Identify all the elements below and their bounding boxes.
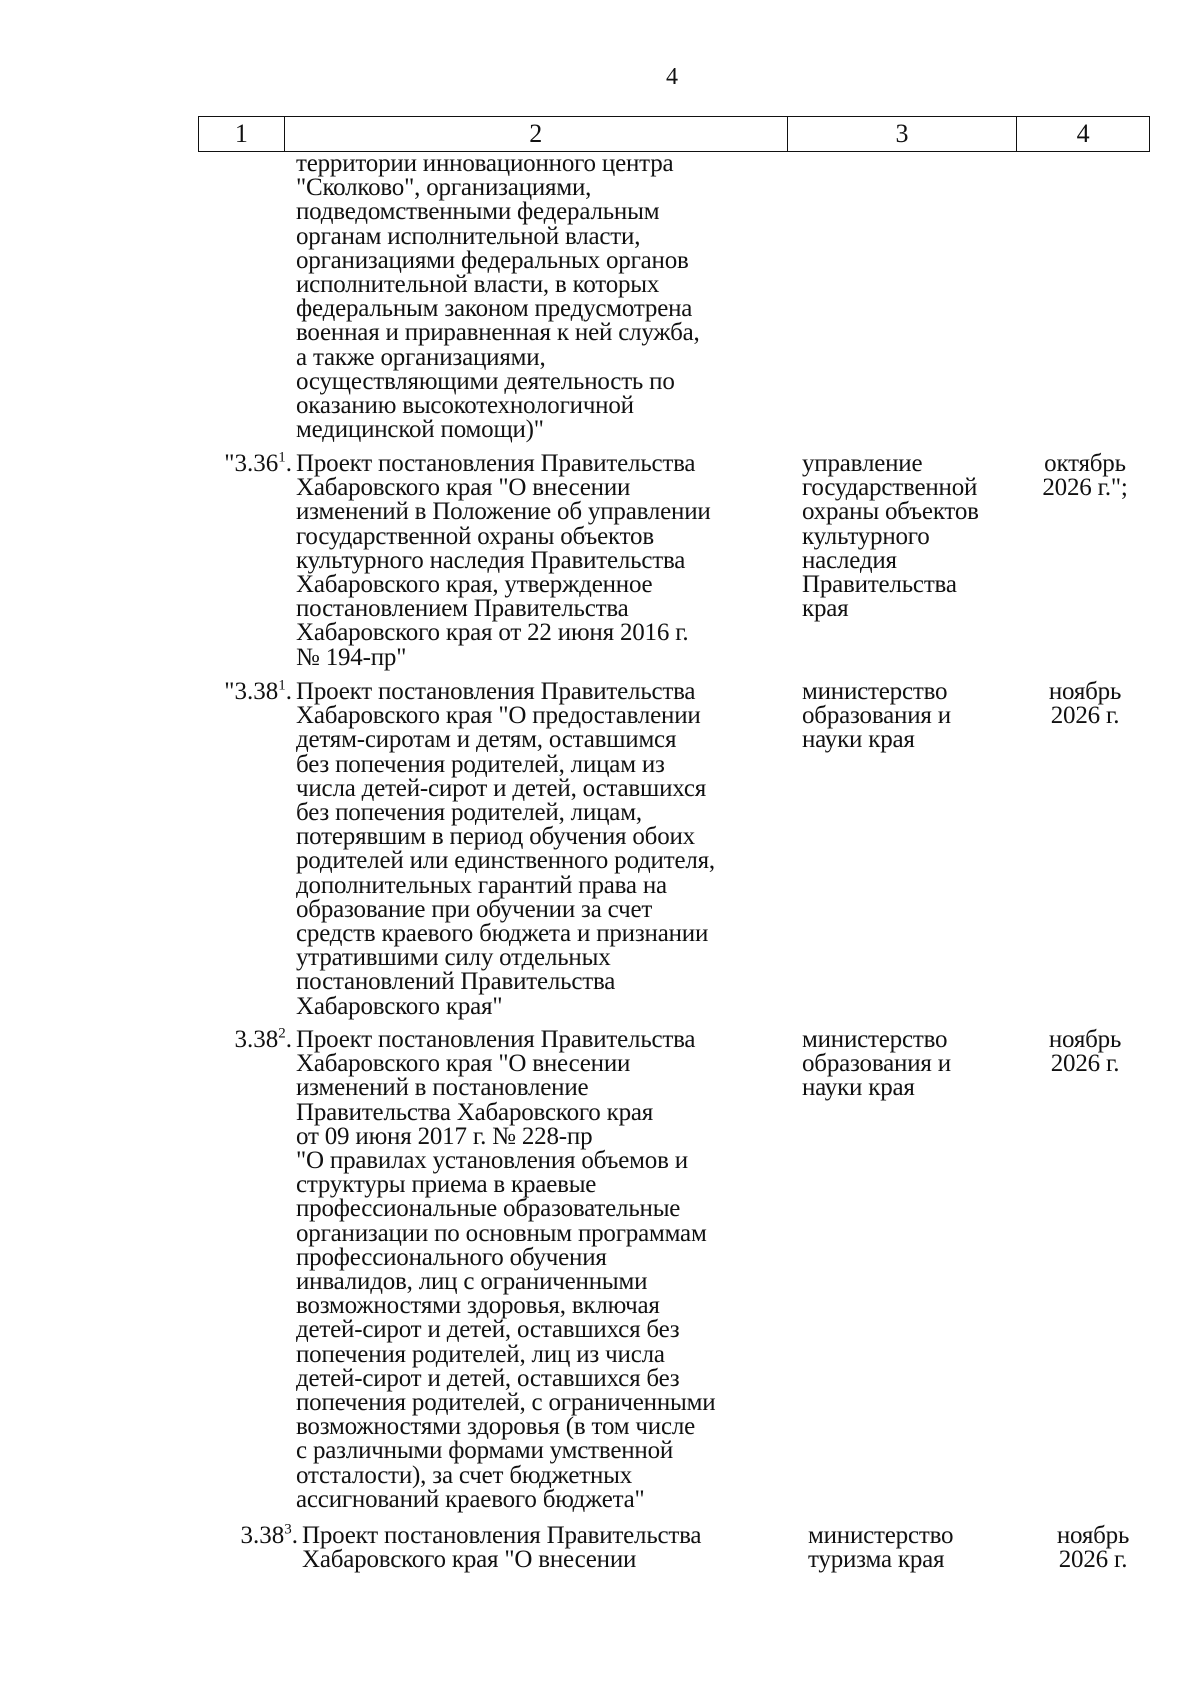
row-responsible: министерство образования и науки края <box>802 1026 951 1102</box>
header-col-4: 4 <box>1076 119 1090 148</box>
row-deadline: ноябрь 2026 г. <box>1056 1522 1130 1574</box>
header-col-1: 1 <box>199 117 285 151</box>
row-number: "3.38$^1$. <box>224 677 292 705</box>
row-responsible: управление государственной охраны объектов культурного наследия Правительства края <box>802 450 979 623</box>
row-description: Проект постановления Правительства Хабаровского края "О внесении изменений в постановление Правительства Хабаровского края от 09 июня 2017 г. № 228-пр "О правилах установления объемов и структуры приема в краевые профессиональные образовательные организации по основным программам профессионального обучения инвалидов, лиц с ограниченными возможностями здоровья, включая детей-сирот и детей, оставшихся без попечения родителей, лиц из числа детей-сирот и детей, оставшихся без попечения родителей, с ограниченными возможностями здоровья (в том числе с различными формами умственной отсталости), за счет бюджетных ассигнований краевого бюджета" <box>296 1026 716 1513</box>
row-responsible: министерство образования и науки края <box>802 678 951 754</box>
row-responsible: министерство туризма края <box>808 1522 954 1574</box>
header-col-2: 2 <box>285 117 788 151</box>
row-deadline: ноябрь 2026 г. <box>1048 678 1122 730</box>
row-deadline: октябрь 2026 г."; <box>1042 450 1128 502</box>
header-col-3: 3 <box>788 117 1018 151</box>
row-deadline: ноябрь 2026 г. <box>1048 1026 1122 1078</box>
row-description: Проект постановления Правительства Хабаровского края "О внесении <box>302 1522 702 1574</box>
continuation-text: территории инновационного центра "Сколково", организациями, подведомственными федеральным органам исполнительной власти, организациями федеральных органов исполнительной власти, в которых федеральным законом предусмотрена военная и приравненная к ней служба, а также организациями, осуществляющими деятельность по оказанию высокотехнологичной медицинской помощи)" <box>296 150 700 444</box>
page-number: 4 <box>666 64 678 90</box>
row-number: 3.38$^2$. <box>234 1025 292 1053</box>
row-number: 3.38$^3$. <box>240 1521 298 1549</box>
row-description: Проект постановления Правительства Хабаровского края "О внесении изменений в Положение об управлении государственной охраны объектов культурного наследия Правительства Хабаровского края, утвержденное постановлением Правительства Хабаровского края от 22 июня 2016 г. № 194-пр" <box>296 450 711 671</box>
row-description: Проект постановления Правительства Хабаровского края "О предоставлении детям-сиротам и детям, оставшимся без попечения родителей, лицам из числа детей-сирот и детей, оставшихся без попечения родителей, лицам, потерявшим в период обучения обоих родителей или единственного родителя, дополнительных гарантий права на образование при обучении за счет средств краевого бюджета и признании утратившими силу отдельных постановлений Правительства Хабаровского края" <box>296 678 715 1020</box>
table-header <box>198 116 1150 152</box>
row-number: "3.36$^1$. <box>224 449 292 477</box>
